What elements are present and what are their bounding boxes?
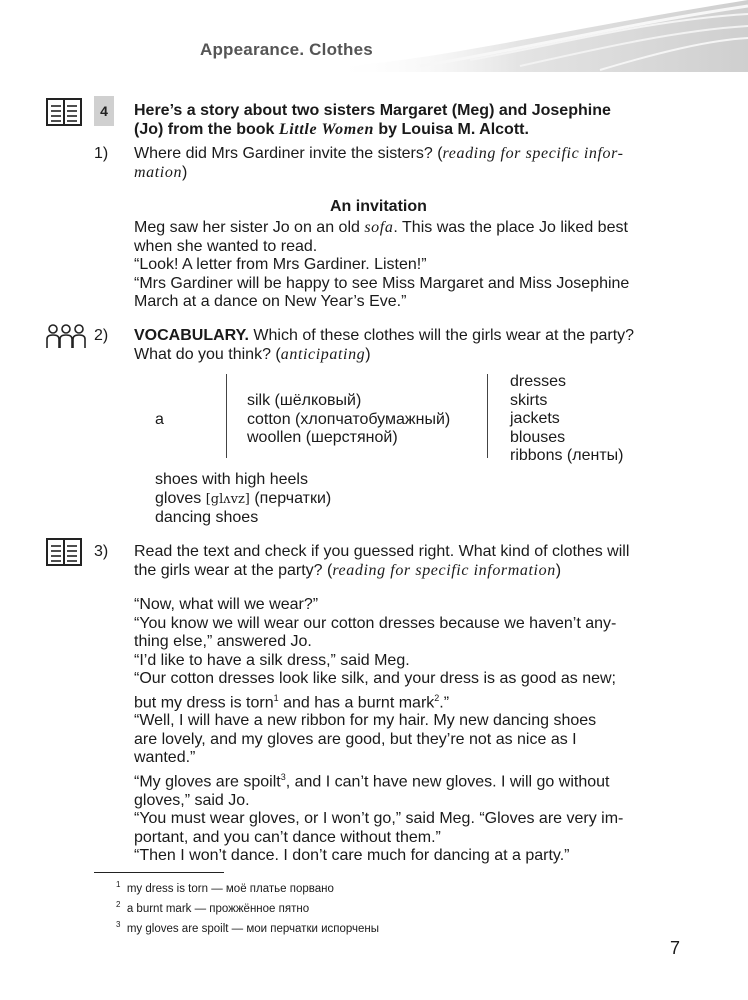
footnote-rule xyxy=(94,872,224,873)
task3-number: 3) xyxy=(94,543,109,560)
task2-number: 2) xyxy=(94,327,109,344)
vocab-material: silk (шёлковый) xyxy=(247,392,362,409)
vocab-divider-left xyxy=(226,374,227,458)
book-icon xyxy=(46,537,82,572)
footnote: $^2$ a burnt mark — прожжённое пятно xyxy=(116,899,310,915)
vocab-item: dresses xyxy=(510,373,567,390)
intro-line-2: (Jo) from the book Little Women by Louisa M. Alcott. xyxy=(134,120,529,138)
footnote-ref: 1 xyxy=(273,692,279,703)
group-work-icon xyxy=(46,322,86,355)
task3-question: Read the text and check if you guessed right. What kind of clothes will the girls wear at the party? (reading for specific information) xyxy=(134,543,630,579)
invitation-text: Meg saw her sister Jo on an old sofa. This was the place Jo liked best when she wanted to read. “Look! A letter from Mrs Gardiner. Listen!” “Mrs Gardiner will be happy to see Miss Margaret and Miss Josephine March at a dance on New Year’s Eve.” xyxy=(134,219,630,310)
vocab-item: blouses xyxy=(510,428,566,446)
vocab-material: cotton (хлопчатобумажный) xyxy=(247,410,451,428)
vocab-material: woollen (шерстяной) xyxy=(247,429,398,446)
header-band xyxy=(0,0,748,72)
exercise-intro xyxy=(134,102,664,139)
vocab-extra-item: dancing shoes xyxy=(155,509,259,526)
footnote: $^1$ my dress is torn — моё платье порвано xyxy=(116,880,334,895)
vocab-extra-item: gloves [glʌvz] (перчатки) xyxy=(155,489,332,507)
vocab-item: skirts xyxy=(510,391,548,409)
task1-question: Where did Mrs Gardiner invite the sisters? (reading for specific infor- mation) xyxy=(134,145,624,181)
vocab-item: ribbons (ленты) xyxy=(510,447,624,464)
vocab-article: a xyxy=(155,411,164,428)
page-number: 7 xyxy=(670,938,681,958)
invitation-title: An invitation xyxy=(330,198,427,215)
book-title: Little Women xyxy=(278,120,374,138)
book-icon xyxy=(46,97,82,132)
story-text: “Now, what will we wear?” “You know we will wear our cotton dresses because we haven’t any- thing else,” answered Jo. “I’d like to have a silk dress,” said Meg. “Our cotton dresses look like silk, and your dress is as good as new; but my dress is torn$^1$ and has a burnt mark$^2$.” “Well, I will have a new ribbon for my hair. My new dancing shoes are lovely, and my gloves are good, but they’re not as nice as I wanted.” “My gloves are spoilt$^3$, and I can’t have new gloves. I will go without gloves,” said Jo. “You must wear gloves, or I won’t go,” said Meg. “Gloves are very im- portant, and you can’t dance without them.” “Then I won’t dance. I don’t care much for dancing at a party.” xyxy=(134,596,624,865)
footnotes xyxy=(116,877,379,936)
intro-line-1: Here’s a story about two sisters Margaret (Meg) and Josephine xyxy=(134,102,611,119)
footnote-ref: 2 xyxy=(434,692,440,703)
vocab-divider-right xyxy=(487,374,488,458)
vocab-items xyxy=(510,373,623,466)
task1-number: 1) xyxy=(94,145,109,162)
chapter-title: Appearance. Clothes xyxy=(200,40,373,59)
footnote-ref: 3 xyxy=(280,771,286,782)
vocab-materials xyxy=(247,392,450,448)
footnote: $^3$ my gloves are spoilt — мои перчатки испорчены xyxy=(116,919,380,935)
task2-question: VOCABULARY. Which of these clothes will the girls wear at the party? What do you think? (anticipating) xyxy=(134,327,635,363)
vocab-extra-item: shoes with high heels xyxy=(155,471,308,488)
exercise-number-badge: 4 xyxy=(94,96,114,126)
header-decoration xyxy=(0,0,748,72)
vocab-item: jackets xyxy=(510,410,560,427)
vocab-extra xyxy=(155,471,331,528)
